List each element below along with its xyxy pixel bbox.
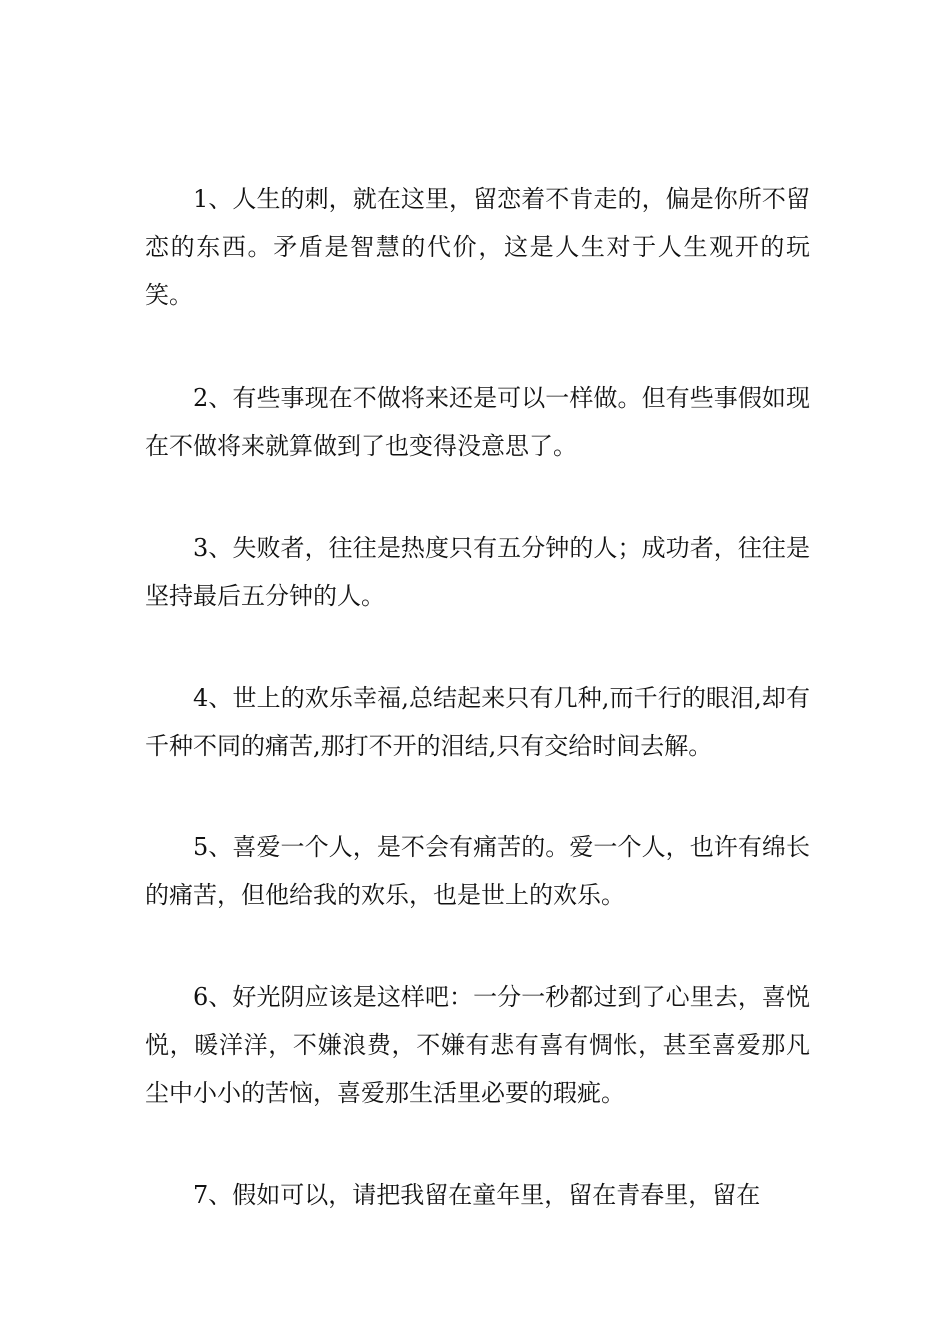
quote-paragraph-7: 7、假如可以，请把我留在童年里，留在青春里，留在 — [193, 1181, 761, 1209]
quote-paragraph-1: 1、人生的刺，就在这里，留恋着不肯走的，偏是你所不留恋的东西。矛盾是智慧的代价，这是人生对于人生观开的玩笑。 — [145, 185, 810, 309]
quote-paragraph-5: 5、喜爱一个人，是不会有痛苦的。爱一个人，也许有绵长的痛苦，但他给我的欢乐，也是世上的欢乐。 — [145, 833, 810, 909]
quote-paragraph-4: 4、世上的欢乐幸福,总结起来只有几种,而千行的眼泪,却有千种不同的痛苦,那打不开的泪结,只有交给时间去解。 — [145, 684, 810, 760]
quote-paragraph-3: 3、失败者，往往是热度只有五分钟的人；成功者，往往是坚持最后五分钟的人。 — [145, 534, 810, 610]
quote-paragraph-6: 6、好光阴应该是这样吧：一分一秒都过到了心里去，喜悦悦，暖洋洋，不嫌浪费，不嫌有悲有喜有惆怅，甚至喜爱那凡尘中小小的苦恼，喜爱那生活里必要的瑕疵。 — [145, 983, 810, 1107]
quote-paragraph-2: 2、有些事现在不做将来还是可以一样做。但有些事假如现在不做将来就算做到了也变得没意思了。 — [145, 384, 810, 460]
